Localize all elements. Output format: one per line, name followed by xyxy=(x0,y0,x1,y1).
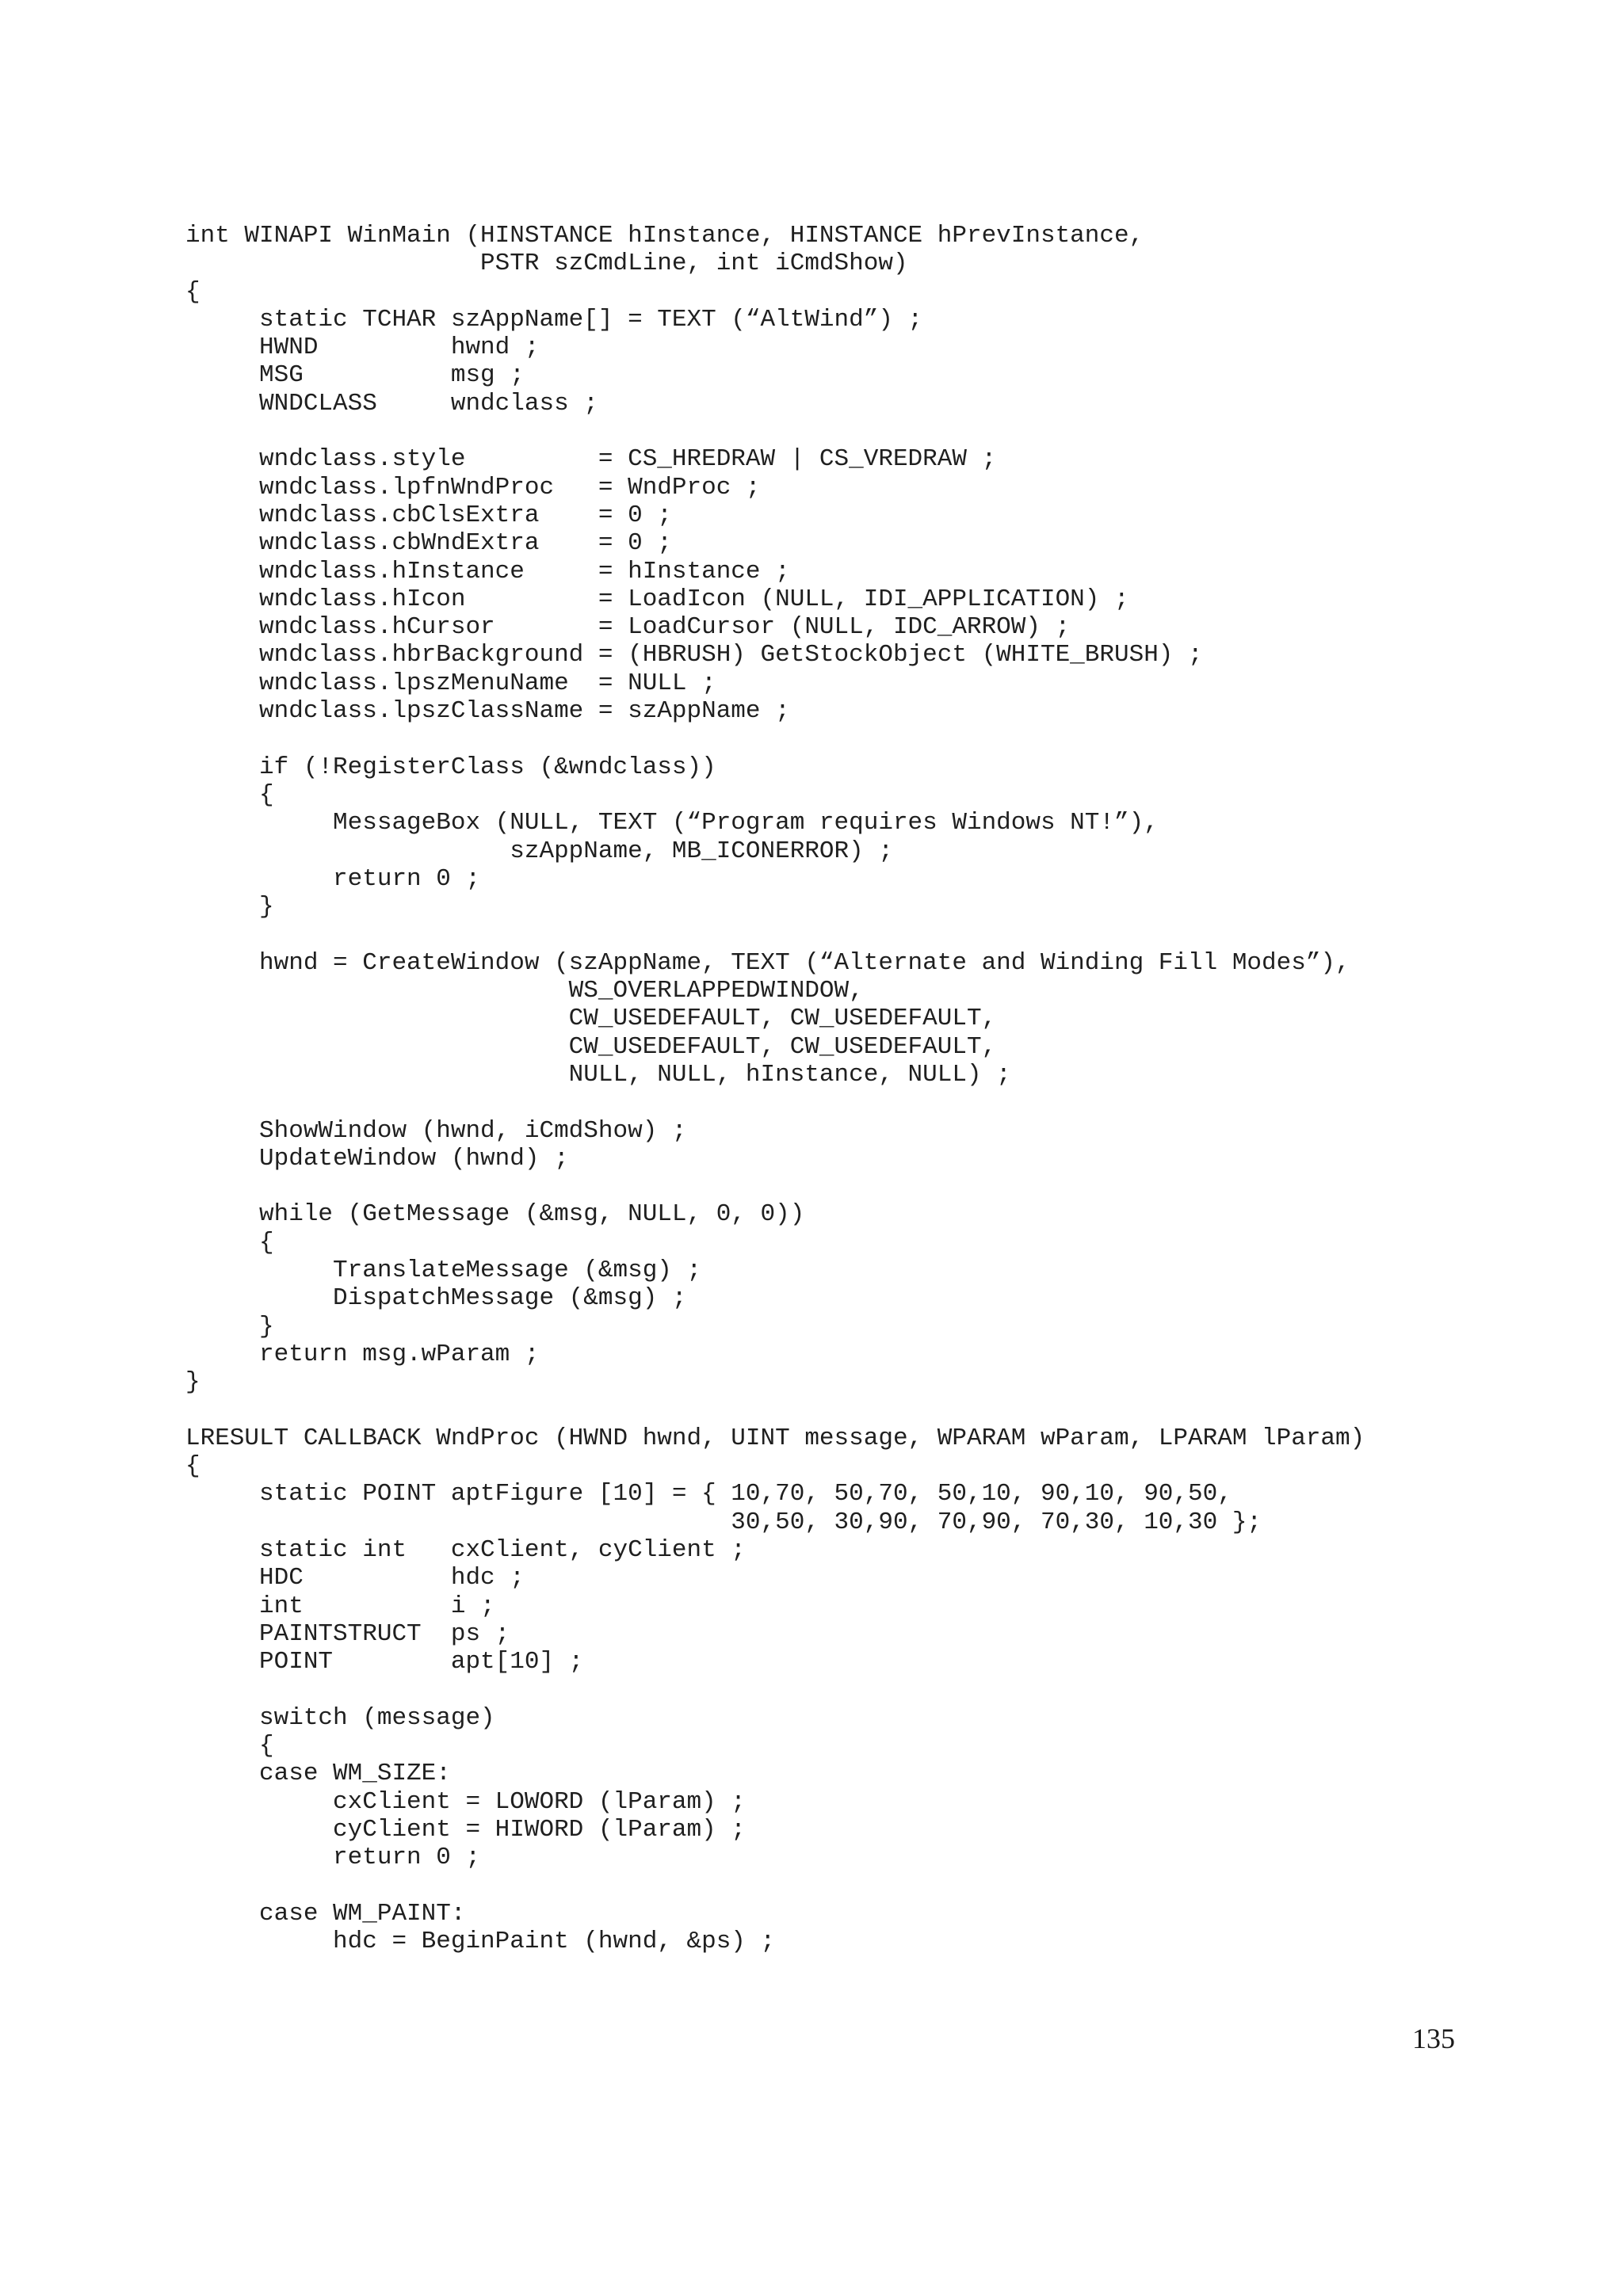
code-line: } xyxy=(185,1368,200,1397)
code-line: DispatchMessage (&msg) ; xyxy=(185,1284,687,1313)
code-line: static POINT aptFigure [10] = { 10,70, 50,70, 50,10, 90,10, 90,50, xyxy=(185,1480,1232,1508)
code-line: WS_OVERLAPPEDWINDOW, xyxy=(185,977,864,1005)
code-line: NULL, NULL, hInstance, NULL) ; xyxy=(185,1060,1011,1089)
code-line: return 0 ; xyxy=(185,864,481,893)
code-line: { xyxy=(185,277,200,306)
code-line: MessageBox (NULL, TEXT (“Program requires Windows NT!”), xyxy=(185,809,1159,837)
code-line: { xyxy=(185,1228,274,1257)
code-line: int i ; xyxy=(185,1592,495,1620)
code-line: while (GetMessage (&msg, NULL, 0, 0)) xyxy=(185,1200,805,1229)
code-line: POINT apt[10] ; xyxy=(185,1648,584,1676)
code-line xyxy=(185,1676,1469,1703)
code-line: WNDCLASS wndclass ; xyxy=(185,389,598,418)
code-line: hwnd = CreateWindow (szAppName, TEXT (“Alternate and Winding Fill Modes”), xyxy=(185,948,1350,977)
code-line: wndclass.style = CS_HREDRAW | CS_VREDRAW ; xyxy=(185,445,997,474)
code-line: if (!RegisterClass (&wndclass)) xyxy=(185,753,716,781)
code-line xyxy=(185,1173,1469,1200)
code-line: wndclass.lpfnWndProc = WndProc ; xyxy=(185,473,761,502)
code-line: cyClient = HIWORD (lParam) ; xyxy=(185,1815,746,1844)
code-line: HDC hdc ; xyxy=(185,1564,525,1592)
code-line: wndclass.lpszClassName = szAppName ; xyxy=(185,697,790,726)
code-line xyxy=(185,418,1469,445)
code-line: wndclass.lpszMenuName = NULL ; xyxy=(185,669,716,697)
code-line: wndclass.hIcon = LoadIcon (NULL, IDI_APPLICATION) ; xyxy=(185,585,1129,613)
code-line: return 0 ; xyxy=(185,1844,481,1872)
code-line: UpdateWindow (hwnd) ; xyxy=(185,1144,569,1173)
code-line: hdc = BeginPaint (hwnd, &ps) ; xyxy=(185,1928,776,1956)
code-line: wndclass.cbWndExtra = 0 ; xyxy=(185,529,672,558)
code-line: HWND hwnd ; xyxy=(185,334,540,362)
code-line: wndclass.cbClsExtra = 0 ; xyxy=(185,501,672,529)
code-line: cxClient = LOWORD (lParam) ; xyxy=(185,1787,746,1816)
code-line: case WM_SIZE: xyxy=(185,1760,451,1788)
page-number: 135 xyxy=(1412,2023,1455,2054)
code-line xyxy=(185,1872,1469,1900)
code-line: } xyxy=(185,1312,274,1341)
code-line: ShowWindow (hwnd, iCmdShow) ; xyxy=(185,1116,687,1145)
code-line: wndclass.hCursor = LoadCursor (NULL, IDC_ARROW) ; xyxy=(185,613,1071,642)
code-line: static TCHAR szAppName[] = TEXT (“AltWind”) ; xyxy=(185,305,923,334)
code-line: int WINAPI WinMain (HINSTANCE hInstance, HINSTANCE hPrevInstance, xyxy=(185,222,1144,250)
code-listing xyxy=(185,222,1469,1955)
code-line: CW_USEDEFAULT, CW_USEDEFAULT, xyxy=(185,1005,997,1033)
code-line: wndclass.hInstance = hInstance ; xyxy=(185,557,790,585)
code-line: CW_USEDEFAULT, CW_USEDEFAULT, xyxy=(185,1032,997,1061)
code-line xyxy=(185,725,1469,753)
code-line: PAINTSTRUCT ps ; xyxy=(185,1619,510,1648)
code-line: { xyxy=(185,1732,274,1760)
code-line: 30,50, 30,90, 70,90, 70,30, 10,30 }; xyxy=(185,1508,1262,1536)
code-line: MSG msg ; xyxy=(185,361,525,390)
code-line: { xyxy=(185,1452,200,1481)
code-line: szAppName, MB_ICONERROR) ; xyxy=(185,837,893,865)
code-line: LRESULT CALLBACK WndProc (HWND hwnd, UINT message, WPARAM wParam, LPARAM lParam) xyxy=(185,1424,1365,1452)
code-line: PSTR szCmdLine, int iCmdShow) xyxy=(185,250,908,278)
code-line: } xyxy=(185,893,274,921)
code-line: switch (message) xyxy=(185,1703,495,1732)
code-line: return msg.wParam ; xyxy=(185,1340,540,1368)
code-line: wndclass.hbrBackground = (HBRUSH) GetStockObject (WHITE_BRUSH) ; xyxy=(185,641,1203,669)
code-line: TranslateMessage (&msg) ; xyxy=(185,1256,702,1284)
code-line: case WM_PAINT: xyxy=(185,1899,466,1928)
code-line: { xyxy=(185,780,274,809)
code-line xyxy=(185,1396,1469,1424)
code-line: static int cxClient, cyClient ; xyxy=(185,1535,746,1564)
code-line xyxy=(185,921,1469,948)
code-line xyxy=(185,1089,1469,1116)
